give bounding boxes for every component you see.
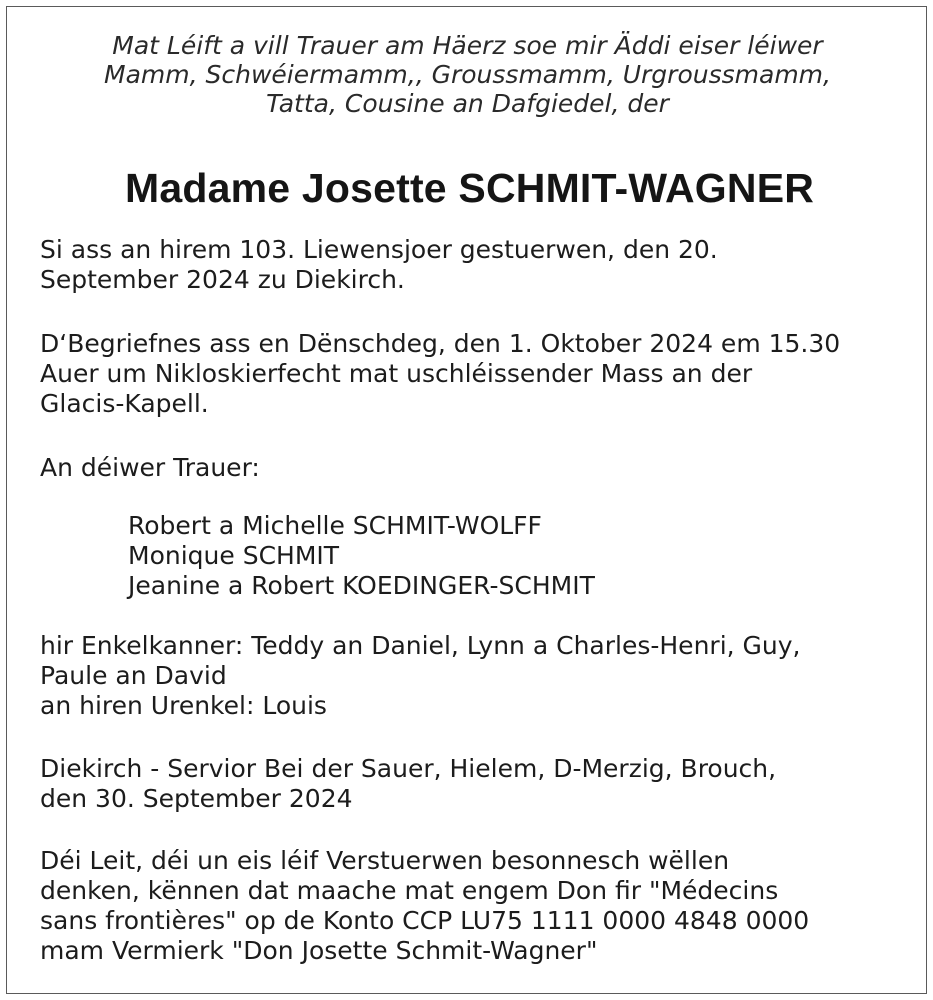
place-date: [40, 754, 776, 814]
grandchildren-line: Paule an David: [40, 661, 227, 690]
deceased-name: Madame Josette SCHMIT-WAGNER: [125, 165, 815, 211]
place-date-line: den 30. September 2024: [40, 784, 353, 813]
funeral-info-line: Glacis-Kapell.: [40, 389, 209, 418]
place-date-line: Diekirch - Servior Bei der Sauer, Hielem, D-Merzig, Brouch,: [40, 754, 777, 783]
funeral-info: [40, 329, 840, 419]
donation-note: [40, 846, 809, 966]
grandchildren: [40, 631, 801, 721]
mourner-entry: Jeanine a Robert KOEDINGER-SCHMIT: [128, 571, 595, 600]
death-info-line: September 2024 zu Diekirch.: [40, 265, 405, 294]
death-info: [40, 235, 718, 295]
mourners-heading-text: An déiwer Trauer:: [40, 453, 260, 482]
grandchildren-line: hir Enkelkanner: Teddy an Daniel, Lynn a Charles-Henri, Guy,: [40, 631, 801, 660]
mourner-entry: Monique SCHMIT: [128, 541, 340, 570]
funeral-info-line: Auer um Nikloskierfecht mat uschléissender Mass an der: [40, 359, 753, 388]
mourners-heading: [40, 453, 260, 483]
intro-text: [7, 31, 928, 118]
grandchildren-line: an hiren Urenkel: Louis: [40, 691, 327, 720]
intro-line: Mamm, Schwéiermamm,, Groussmamm, Urgroussmamm,: [104, 60, 831, 89]
donation-line: Déi Leit, déi un eis léif Verstuerwen besonnesch wëllen: [40, 846, 730, 875]
funeral-info-line: D‘Begriefnes ass en Dënschdeg, den 1. Oktober 2024 em 15.30: [40, 329, 841, 358]
donation-line: sans frontières" op de Konto CCP LU75 1111 0000 4848 0000: [40, 906, 810, 935]
mourner-entry: Robert a Michelle SCHMIT-WOLFF: [128, 511, 542, 540]
death-info-line: Si ass an hirem 103. Liewensjoer gestuerwen, den 20.: [40, 235, 718, 264]
donation-line: denken, kënnen dat maache mat engem Don fir "Médecins: [40, 876, 779, 905]
intro-line: Mat Léift a vill Trauer am Häerz soe mir Äddi eiser léiwer: [112, 31, 823, 60]
obituary-notice: [6, 6, 927, 994]
mourners-list: [128, 511, 595, 601]
donation-line: mam Vermierk "Don Josette Schmit-Wagner": [40, 936, 598, 965]
intro-line: Tatta, Cousine an Dafgiedel, der: [266, 89, 669, 118]
